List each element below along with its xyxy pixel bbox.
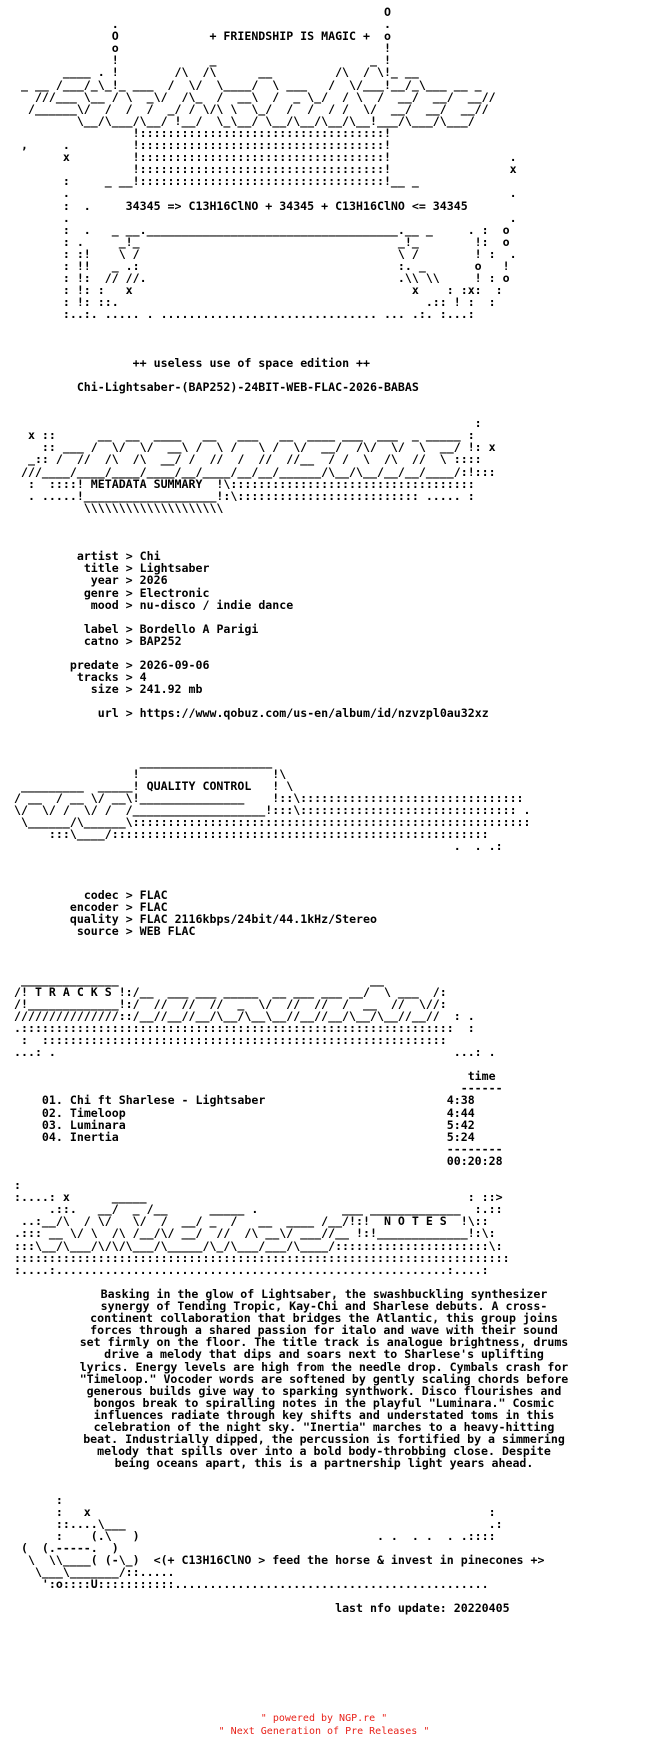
metadata-row-catno: catno > BAP252: [83, 633, 182, 648]
tracks-total-rule: --------: [14, 1141, 503, 1156]
track-list: [14, 1094, 634, 1142]
metadata-value[interactable]: https://www.qobuz.com/us-en/album/id/nzvzpl0au32xz: [139, 706, 489, 721]
metadata-value: Lightsaber: [139, 561, 210, 576]
track-time: 5:42: [446, 1117, 475, 1132]
metadata-value: 2026-09-06: [139, 658, 210, 673]
metadata-key: artist: [76, 549, 119, 564]
powered-by-link[interactable]: " powered by NGP.re ": [260, 1713, 388, 1724]
track-time: 4:44: [446, 1105, 475, 1120]
track-number: 04.: [41, 1129, 63, 1144]
quality-key: codec: [83, 887, 119, 902]
metadata-value: Bordello A Parigi: [139, 621, 259, 636]
metadata-row-label: label > Bordello A Parigi: [83, 621, 259, 636]
metadata-key: title: [83, 561, 119, 576]
metadata-row-size: size > 241.92 mb: [90, 682, 203, 697]
metadata-key: mood: [90, 597, 119, 612]
release-name-line: [14, 381, 634, 393]
tracks-banner-art: ______________ __ /! T R A C K S !:/__ ___ ___ _____ __ ___ ___ __/ \ ___ /: /!_____________!:/ // // // _ \/ // // / __ // \//: ///////////////::/__//__//__/\__/\__\__//__//__/\__/\__//__// : . .:::::::::::::::::::::::::::::::::::::::::::::::::::::::::::::: : : :::::::::::::::::::::::::::::::::::::::::::::::::::::::::: ...: . ...: .: [14, 972, 496, 1060]
edition-text: ++ useless use of space edition ++: [132, 355, 370, 370]
quality-row-quality: quality > FLAC 2116kbps/24bit/44.1kHz/Stereo: [69, 912, 377, 927]
quality-key: encoder: [69, 899, 119, 914]
metadata-key: catno: [83, 633, 119, 648]
track-row: [14, 1131, 634, 1143]
metadata-row-url: url > https://www.qobuz.com/us-en/album/id/nzvzpl0au32xz: [97, 706, 489, 721]
metadata-banner-art: : x :: __ __ ____ __ ___ __ ____ ___ ___ _ _____ : :: ___ / \/ \/ __\ / \ / \ / \/ __/ /\/ \/ \ __/ !: x _:: / // /\ /\ __/ / // / // //__ / / \ /\ // \ :::: ///____/____/____/____/__/____/__/__/______/\__/\__/__/__/____/:!::: : ::::! METADATA SUMMARY !\::::::::::::::::::::::::::::::::::: . .....!___________________!:\:::::::::::::::::::::::::: ..... : \\\\\\\\\\\\\\\\\\\\: [20, 416, 496, 515]
track-title: Inertia: [69, 1129, 119, 1144]
metadata-key: tracks: [76, 670, 119, 685]
metadata-row-year: year > 2026: [90, 573, 168, 588]
metadata-value: 241.92 mb: [139, 682, 203, 697]
track-title: Chi ft Sharlese - Lightsaber: [69, 1093, 266, 1108]
metadata-row-mood: mood > nu-disco / indie dance: [90, 597, 294, 612]
quality-banner-art: ___________________ ! !\ _________ _____! QUALITY CONTROL ! \ / __ / __ \/ __\!_______________ !::\:::::::::::::::::::::::::::::::: \/ \/ / \/ / /___________________!:::\::::::::::::::::::::::::::::::: . \______/\______\::::::::::::::::::::::::::::::::::::::::::::::::::::::::: :::\____/:::::::::::::::::::::::::::::::::::::::::::::::::::::: . . .:: [14, 754, 531, 854]
quality-key: quality: [69, 912, 119, 927]
metadata-key: genre: [83, 585, 119, 600]
last-update: last nfo update: 20220405: [335, 1601, 510, 1616]
metadata-key: predate: [69, 658, 119, 673]
metadata-row-genre: genre > Electronic: [83, 585, 210, 600]
metadata-row-title: title > Lightsaber: [83, 561, 210, 576]
metadata-section: [14, 550, 634, 719]
quality-key: source: [76, 924, 119, 939]
metadata-value: Chi: [139, 549, 161, 564]
metadata-row-predate: predate > 2026-09-06: [69, 658, 210, 673]
metadata-key: url: [97, 706, 119, 721]
metadata-row-artist: artist > Chi: [76, 549, 161, 564]
quality-row-encoder: encoder > FLAC: [69, 899, 168, 914]
quality-value: FLAC: [139, 899, 168, 914]
track-title: Timeloop: [69, 1105, 126, 1120]
metadata-value: 4: [139, 670, 147, 685]
metadata-value: BAP252: [139, 633, 182, 648]
track-time: 4:38: [446, 1093, 475, 1108]
metadata-key: year: [90, 573, 119, 588]
metadata-value: Electronic: [139, 585, 210, 600]
last-update-line: [14, 1602, 634, 1614]
quality-section: [14, 889, 634, 937]
metadata-value: 2026: [139, 573, 168, 588]
quality-value: FLAC: [139, 887, 168, 902]
quality-row-codec: codec > FLAC: [83, 887, 168, 902]
header-ascii-art: O . . O + FRIENDSHIP IS MAGIC + o o ! ! _ _ ! ____ . ! /\ /\ __ /\ / \!_ __ _ __ /___/_\_!_ ___ / \/ \____/ \ ___ / \/___!__/_\___ __ _ ///___ \__ / \ _\/ /\_ / __\ / _ \_/ / \ / __/ __/ __// /______\/ / / / _/ / \/\ \ \_/ / / / / \/ __/ __/ __// \__/\___/\__/ !__/ \_\__/ \__/\__/\__/\__!___/\___/\___/ !:::::::::::::::::::::::::::::::::::! , . !:::::::::::::::::::::::::::::::::::! x !:::::::::::::::::::::::::::::::::::! . !:::::::::::::::::::::::::::::::::::! x : _ __!:::::::::::::::::::::::::::::::::::!__ _ . . : . 34345 => C13H16ClNO + 34345 + C13H16ClNO <= 34345 . . : . _ __.____________________________________.__ _ . : o : . _!_ _!_ !: o : :! \ / \ / ! : . : !! _ .: :. _ o ! : !: // //. .\\ \\ ! : o : !: : x x : :x: : : !: ::. .:: ! : : :..:. ..... . ............................... ... .:. :...:: [20, 5, 517, 322]
track-number: 03.: [41, 1117, 63, 1132]
metadata-key: label: [83, 621, 119, 636]
notes-banner-art: : :....: x _____ : ::> .::. __/ _ /__ _____ . ___ _____________ :.:: ..:__/\ / \/ \/ / __/ _ / __ ____ /__/!:! N O T E S !\:: .::: __ \/ \ /\ /__/\/ __/ // /\ __\/ ___//__ !:!_____________!:\: :::\__/\___/\/\/\___/\_____/\_/\___/___/\____/::::::::::::::::::::::\: ::::::::::::::::::::::::::::::::::::::::::::::::::::::::::::::::::::::: :....:........................................................:....:: [14, 1178, 510, 1277]
footer-ascii-art: : : x : ::....\___ .: : (.\ ) . . . . . .:::: ( (.-----. ) \ \\____( (-\_) <(+ C13H16ClNO > feed the horse & invest in pinecones +> \___\_______/::..... ':o::::U:::::::::::.............................................: [20, 1492, 545, 1592]
total-time: 00:20:28: [446, 1153, 503, 1168]
powered-by-tagline: " Next Generation of Pre Releases ": [218, 1726, 430, 1737]
notes-body: Basking in the glow of Lightsaber, the swashbuckling synthesizer synergy of Tending Tropic, Kay-Chi and Sharlese debuts. A cross- continent collaboration that bridges the Atlantic, this group joins forces through a shared passion for italo and wave with their sound set firmly on the floor. The title track is analogue brightness, drums drive a melody that dips and soars next to Sharlese's uplifting lyrics. Energy levels are high from the needle drop. Cymbals crash for "Timeloop." Vocoder words are softened by gently scaling chords before generous builds give way to sparking synthwork. Disco flourishes and bongos break to spiralling notes in the playful "Luminara." Cosmic influences radiate through key shifts and understated toms in this celebration of the night sky. "Inertia" marches to a heavy-hitting beat. Industrially dipped, the percussion is fortified by a simmering melody that spills over into a bold body-throbbing close. Despite being oceans apart, this is a partnership light years ahead.: [79, 1286, 569, 1471]
powered-by-footer: [0, 1712, 648, 1738]
track-number: 02.: [41, 1105, 63, 1120]
release-name: Chi-Lightsaber-(BAP252)-24BIT-WEB-FLAC-2026-BABAS: [76, 379, 419, 394]
tracks-header: time: [467, 1069, 496, 1084]
tracks-header-rule: ------: [14, 1081, 503, 1096]
quality-row-source: source > WEB FLAC: [76, 924, 196, 939]
quality-value: WEB FLAC: [139, 924, 196, 939]
quality-value: FLAC 2116kbps/24bit/44.1kHz/Stereo: [139, 912, 377, 927]
track-time: 5:24: [446, 1129, 475, 1144]
track-number: 01.: [41, 1093, 63, 1108]
edition-line: [14, 357, 634, 369]
metadata-row-tracks: tracks > 4: [76, 670, 147, 685]
tracks-total: [14, 1155, 634, 1167]
metadata-value: nu-disco / indie dance: [139, 597, 294, 612]
track-title: Luminara: [69, 1117, 126, 1132]
metadata-key: size: [90, 682, 119, 697]
nfo-viewer: [14, 6, 634, 1614]
